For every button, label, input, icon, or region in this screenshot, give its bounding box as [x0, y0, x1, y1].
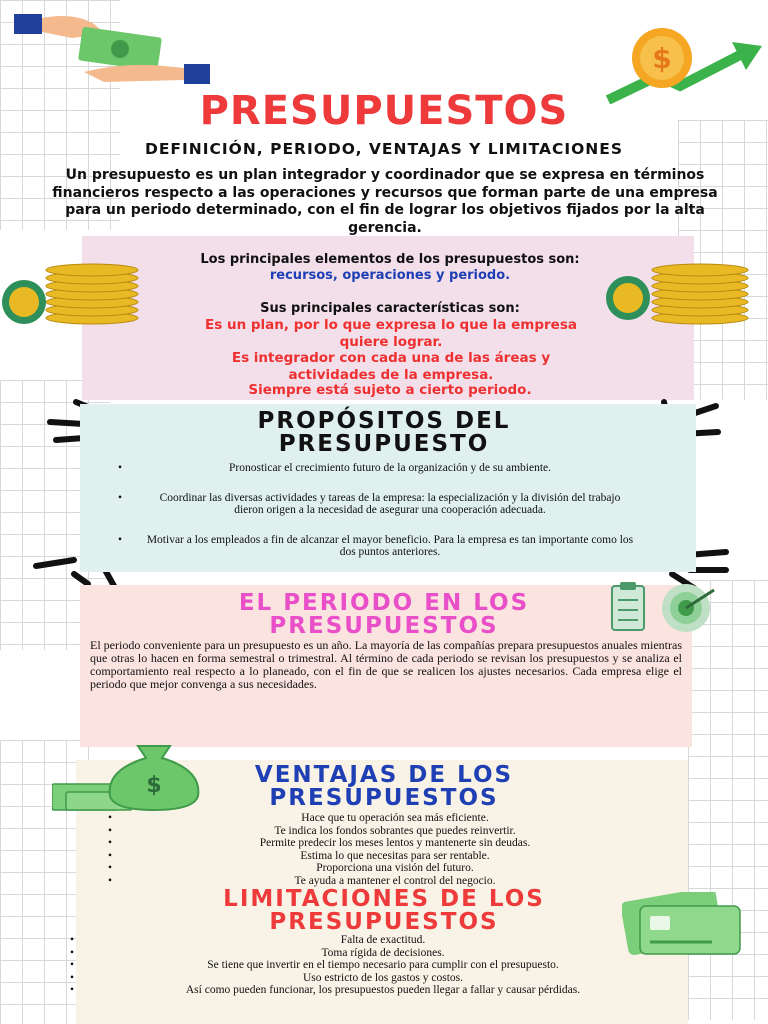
coin-stack-icon — [0, 262, 145, 326]
list-item: • Hace que tu operación sea más eficiente. — [136, 812, 654, 825]
list-item: • Te ayuda a mantener el control del negocio. — [136, 875, 654, 888]
list-item: • Estima lo que necesitas para ser rentable. — [136, 850, 654, 863]
characteristic-item: Siempre está sujeto a cierto periodo. — [248, 382, 532, 398]
coin-stack-icon — [604, 262, 754, 326]
characteristic-item: Es integrador con cada una de las áreas y actividades de la empresa. — [231, 350, 551, 383]
list-item: • Permite predecir los meses lentos y mantenerte sin deudas. — [136, 837, 654, 850]
hands-money-icon — [14, 8, 214, 88]
elements-heading: Los principales elementos de los presupuestos son: — [200, 252, 580, 267]
periodo-title-line: EL PERIODO EN LOS — [238, 590, 530, 616]
characteristics-heading: Sus principales características son: — [260, 301, 520, 316]
credit-card-icon — [622, 892, 742, 956]
page-subtitle: DEFINICIÓN, PERIODO, VENTAJAS Y LIMITACIONES — [144, 140, 624, 158]
list-item: • Te indica los fondos sobrantes que puedes reinvertir. — [136, 825, 654, 838]
ventajas-title-line: VENTAJAS DE LOS — [254, 762, 514, 788]
elements-items: recursos, operaciones y periodo. — [269, 268, 511, 283]
list-item: • Falta de exactitud. — [98, 934, 668, 947]
list-item: • Toma rígida de decisiones. — [98, 947, 668, 960]
propositos-list — [146, 462, 634, 559]
ventajas-title-line: PRESUPUESTOS — [269, 785, 499, 811]
periodo-text: El periodo conveniente para un presupuesto es un año. La mayoría de las compañías prepara presupuestos anuales mientras que otras lo hacen en forma semestral o trimestral. Al término de cada periodo se revisan los presupuestos y se analiza el comportamiento real respecto a lo planeado, con el fin de que se realicen los ajustes necesarios. Cada empresa elige el periodo que mejor convenga a sus necesidades. — [90, 638, 682, 691]
limitaciones-title-line: LIMITACIONES DE LOS — [223, 886, 545, 912]
list-item: • Pronosticar el crecimiento futuro de la organización y de su ambiente. — [146, 462, 634, 475]
ventajas-list — [136, 812, 654, 887]
svg-text:$: $ — [146, 773, 162, 798]
intro-text: Un presupuesto es un plan integrador y coordinador que se expresa en términos financieros respecto a las operaciones y recursos que forman parte de una empresa para un periodo determinado, con el fin de lograr los objetivos fijados por la alta gerencia. — [52, 167, 718, 236]
list-item: • Proporciona una visión del futuro. — [136, 862, 654, 875]
list-item: • Coordinar las diversas actividades y tareas de la empresa: la especialización y la división del trabajo dieron origen a la necesidad de asegurar una cooperación adecuada. — [146, 492, 634, 517]
propositos-title-line: PROPÓSITOS DEL — [257, 408, 511, 434]
svg-text:$: $ — [652, 42, 672, 75]
periodo-title-line: PRESUPUESTOS — [269, 613, 499, 639]
characteristic-item: Es un plan, por lo que expresa lo que la empresa quiere lograr. — [205, 317, 577, 350]
list-item: • Motivar a los empleados a fin de alcanzar el mayor beneficio. Para la empresa es tan importante como los dos puntos anteriores. — [146, 534, 634, 559]
propositos-title-line: PRESUPUESTO — [278, 431, 490, 457]
propositos-title — [0, 410, 768, 456]
limitaciones-title-line: PRESUPUESTOS — [269, 909, 499, 935]
list-item: • Uso estricto de los gastos y costos. — [98, 972, 668, 985]
clipboard-target-icon — [606, 582, 722, 638]
list-item: • Así como pueden funcionar, los presupuestos pueden llegar a fallar y causar pérdidas. — [98, 984, 668, 997]
list-item: • Se tiene que invertir en el tiempo necesario para cumplir con el presupuesto. — [98, 959, 668, 972]
limitaciones-list — [98, 934, 668, 997]
page-title: PRESUPUESTOS — [199, 88, 569, 134]
ventajas-title — [0, 764, 768, 810]
